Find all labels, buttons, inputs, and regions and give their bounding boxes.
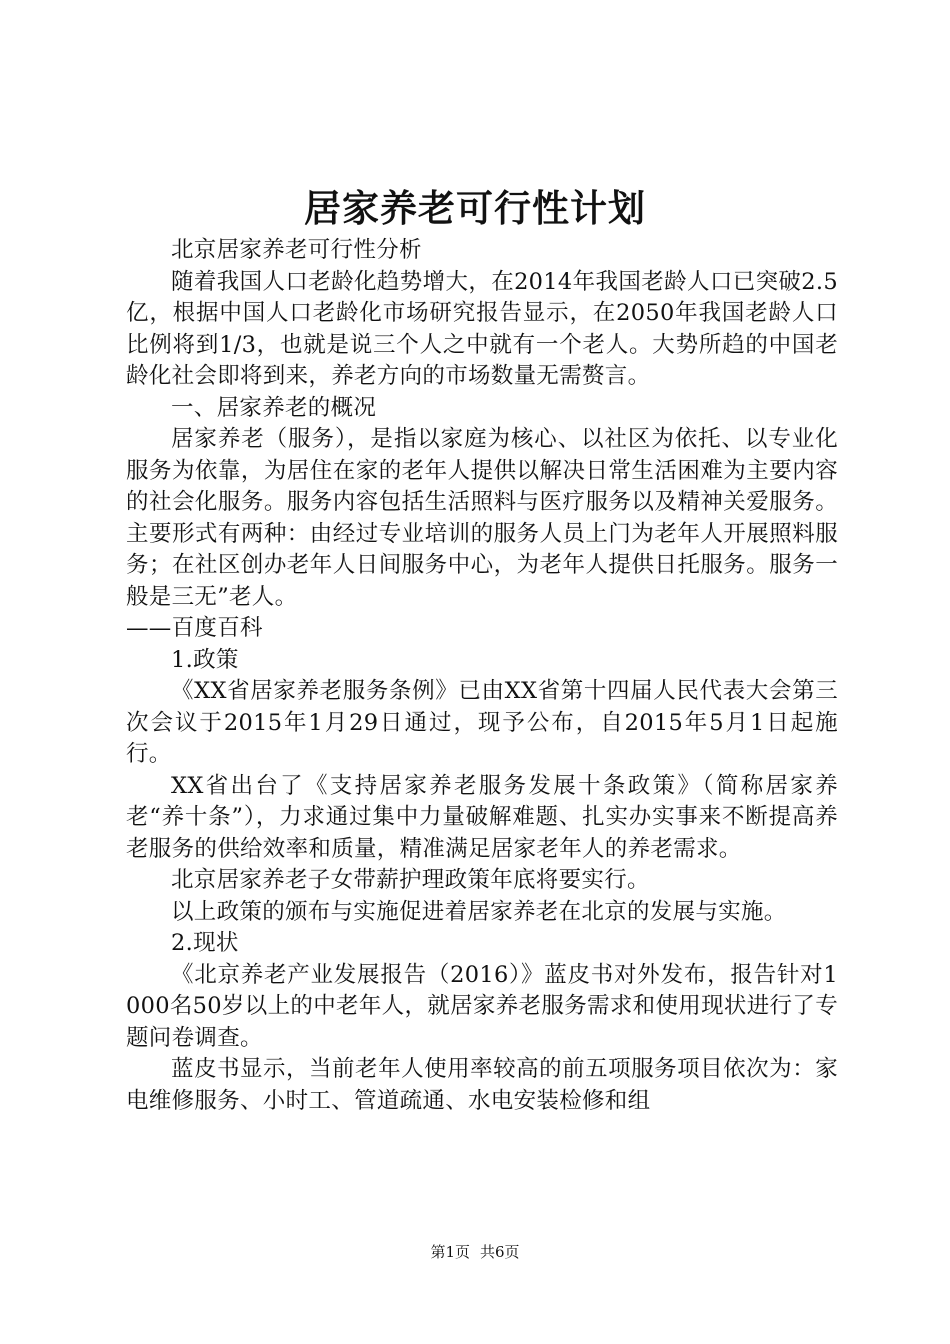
status-paragraph-2: 蓝皮书显示，当前老年人使用率较高的前五项服务项目依次为：家电维修服务、小时工、管道疏通、水电安装检修和组 <box>126 1056 838 1114</box>
subtitle-paragraph: 北京居家养老可行性分析 <box>171 237 422 263</box>
section-heading-overview: 一、居家养老的概况 <box>171 394 377 421</box>
document-body <box>126 235 838 1117</box>
section-heading-status: 2.现状 <box>171 930 239 956</box>
policy-paragraph-2: XX省出台了《支持居家养老服务发展十条政策》（简称居家养老“养十条”），力求通过集中力量破解难题、扎实办实事来不断提高养老服务的供给效率和质量，精准满足居家老年人的养老需求。 <box>126 772 838 862</box>
page-number-total: 共6页 <box>480 1243 520 1261</box>
overview-paragraph: 居家养老（服务），是指以家庭为核心、以社区为依托、以专业化服务为依靠，为居住在家的老年人提供以解决日常生活困难为主要内容的社会化服务。服务内容包括生活照料与医疗服务以及精神关爱服务。主要形式有两种：由经过专业培训的服务人员上门为老年人开展照料服务；在社区创办老年人日间服务中心，为老年人提供日托服务。服务一般是三无”老人。 <box>126 426 838 610</box>
document-title: 居家养老可行性计划 <box>304 186 646 230</box>
policy-paragraph-1: 《XX省居家养老服务条例》已由XX省第十四届人民代表大会第三次会议于2015年1月29日通过，现予公布，自2015年5月1日起施行。 <box>126 678 838 767</box>
status-paragraph-1: 《北京养老产业发展报告（2016）》蓝皮书对外发布，报告针对1000名50岁以上的中老年人，就居家养老服务需求和使用现状进行了专题问卷调查。 <box>126 961 838 1051</box>
section-heading-policy: 1.政策 <box>171 646 239 673</box>
policy-paragraph-4: 以上政策的颁布与实施促进着居家养老在北京的发展与实施。 <box>171 898 787 925</box>
page-number-current: 第1页 <box>430 1243 470 1261</box>
page-footer <box>0 1242 950 1262</box>
policy-paragraph-3: 北京居家养老子女带薪护理政策年底将要实行。 <box>171 867 650 893</box>
intro-paragraph: 随着我国人口老龄化趋势增大，在2014年我国老龄人口已突破2.5亿，根据中国人口老龄化市场研究报告显示，在2050年我国老龄人口比例将到1/3，也就是说三个人之中就有一个老人。大势所趋的中国老龄化社会即将到来，养老方向的市场数量无需赘言。 <box>126 268 838 389</box>
source-attribution: ——百度百科 <box>126 615 263 641</box>
